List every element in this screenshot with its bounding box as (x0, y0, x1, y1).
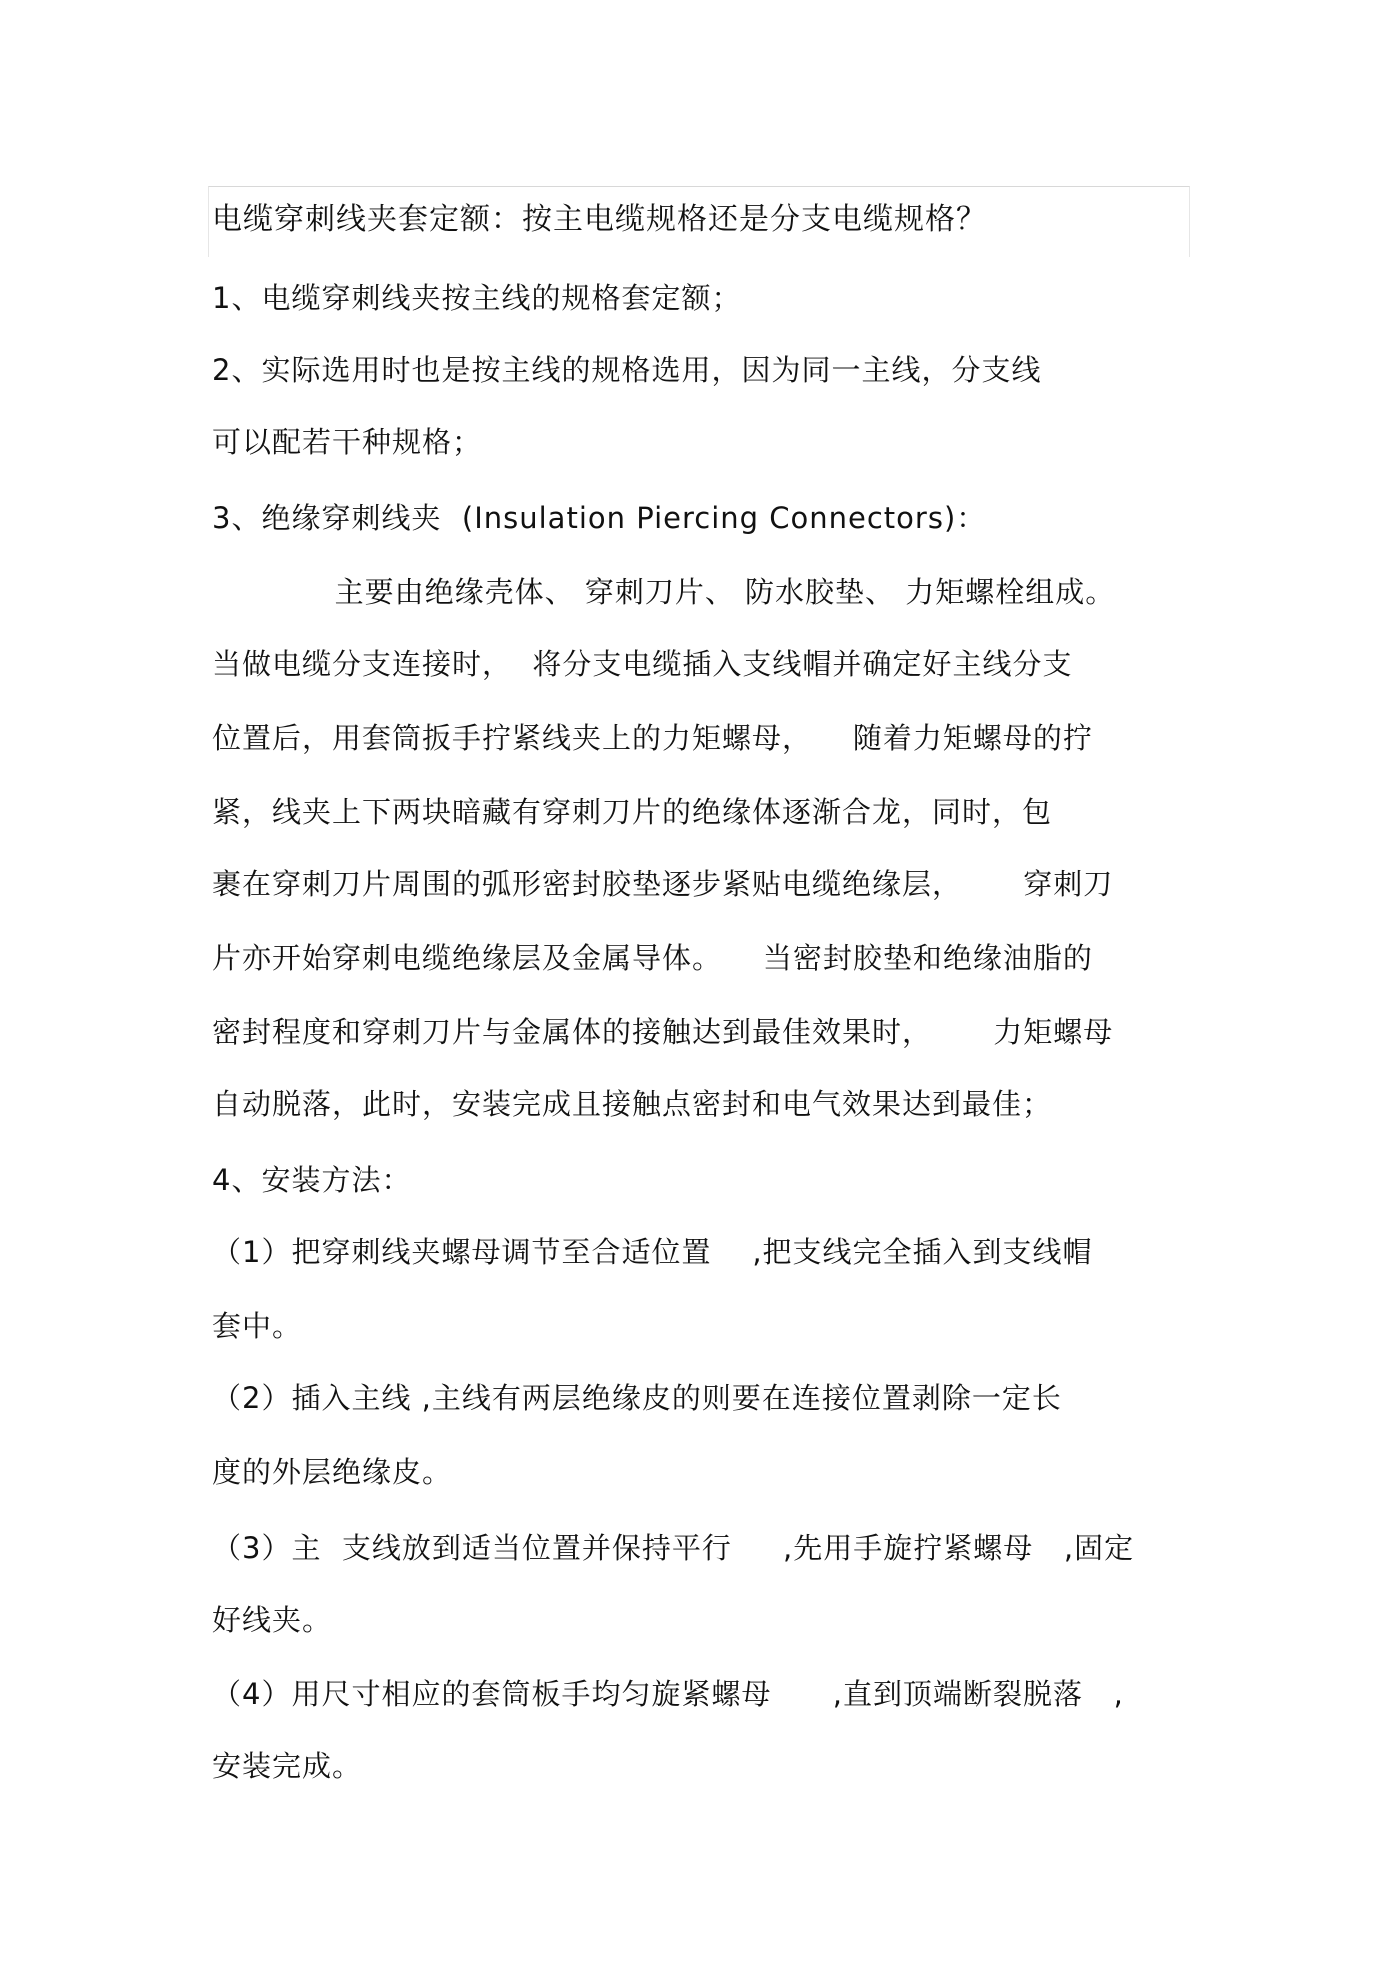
paragraph-line-12: 自动脱落，此时，安装完成且接触点密封和电气效果达到最佳； (212, 1087, 1053, 1121)
paragraph-line-2: 2、实际选用时也是按主线的规格选用，因为同一主线，分支线 (212, 353, 1042, 387)
document-title: 电缆穿刺线夹套定额：按主电缆规格还是分支电缆规格？ (212, 202, 987, 237)
paragraph-line-18: （3）主 支线放到适当位置并保持平行 ,先用手旋拧紧螺母 ,固定 (212, 1531, 1135, 1565)
paragraph-line-6: 当做电缆分支连接时， 将分支电缆插入支线帽并确定好主线分支 (212, 647, 1073, 681)
paragraph-line-21: 安装完成。 (212, 1749, 363, 1783)
paragraph-line-11: 密封程度和穿刺刀片与金属体的接触达到最佳效果时， 力矩螺母 (212, 1015, 1114, 1049)
paragraph-line-9: 裹在穿刺刀片周围的弧形密封胶垫逐步紧贴电缆绝缘层， 穿刺刀 (212, 867, 1114, 901)
paragraph-line-1: 1、电缆穿刺线夹按主线的规格套定额； (212, 281, 742, 315)
paragraph-line-4: 3、绝缘穿刺线夹 (Insulation Piercing Connectors)： (212, 501, 987, 535)
paragraph-line-7: 位置后，用套筒扳手拧紧线夹上的力矩螺母， 随着力矩螺母的拧 (212, 721, 1093, 755)
paragraph-line-17: 度的外层绝缘皮。 (212, 1455, 453, 1489)
paragraph-line-8: 紧，线夹上下两块暗藏有穿刺刀片的绝缘体逐渐合龙，同时，包 (212, 795, 1053, 829)
paragraph-line-3: 可以配若干种规格； (212, 425, 483, 459)
paragraph-line-16: （2）插入主线 ,主线有两层绝缘皮的则要在连接位置剥除一定长 (212, 1381, 1062, 1415)
paragraph-line-20: （4）用尺寸相应的套筒板手均匀旋紧螺母 ,直到顶端断裂脱落 , (212, 1677, 1124, 1711)
paragraph-line-15: 套中。 (212, 1309, 303, 1343)
paragraph-line-14: （1）把穿刺线夹螺母调节至合适位置 ,把支线完全插入到支线帽 (212, 1235, 1093, 1269)
paragraph-line-10: 片亦开始穿刺电缆绝缘层及金属导体。 当密封胶垫和绝缘油脂的 (212, 941, 1093, 975)
paragraph-line-19: 好线夹。 (212, 1603, 333, 1637)
paragraph-line-5: 主要由绝缘壳体、 穿刺刀片、 防水胶垫、 力矩螺栓组成。 (212, 575, 1116, 609)
paragraph-line-13: 4、安装方法： (212, 1163, 412, 1197)
